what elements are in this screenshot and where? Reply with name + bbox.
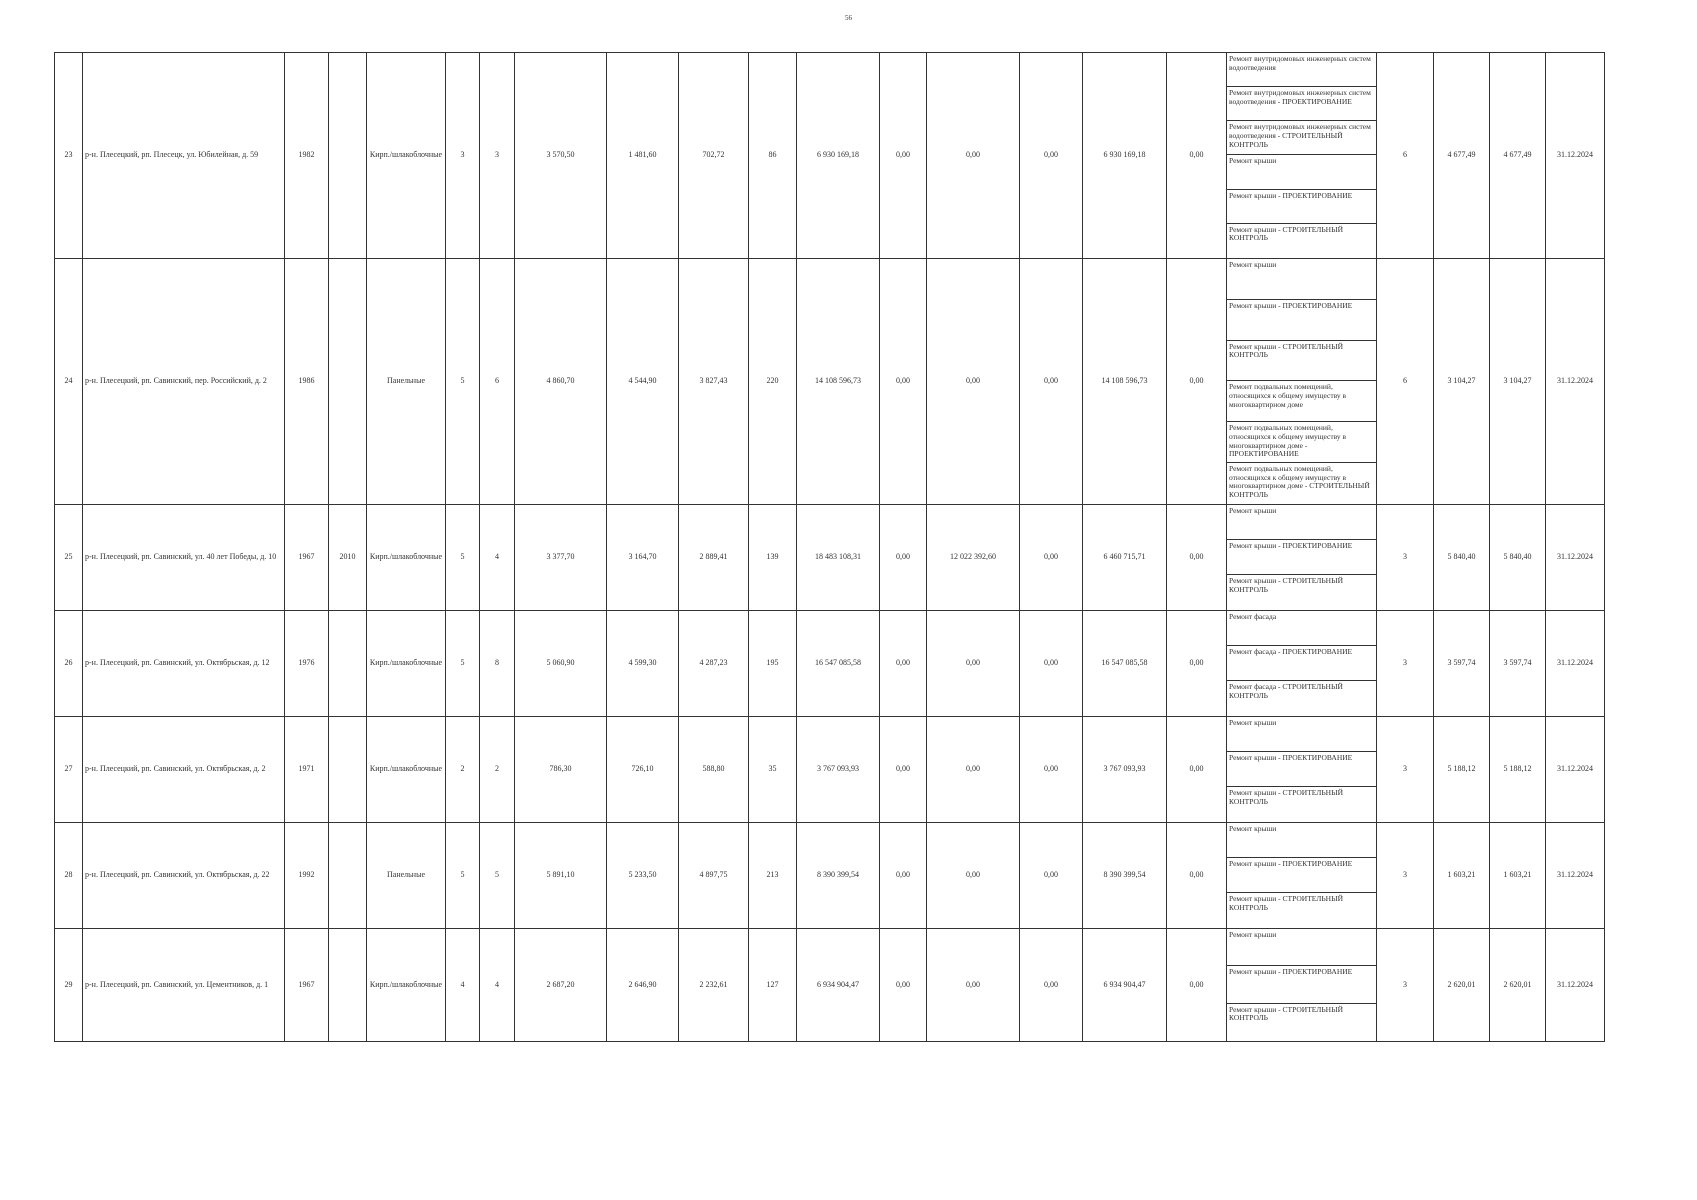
residents-cell: 213 <box>749 822 797 928</box>
local-budget-cost-cell: 0,00 <box>1020 610 1083 716</box>
entrances-cell: 3 <box>480 53 515 259</box>
residents-cell: 127 <box>749 928 797 1041</box>
work-item: Ремонт фасада - СТРОИТЕЛЬНЫЙ КОНТРОЛЬ <box>1229 681 1343 700</box>
floors-cell: 4 <box>446 928 480 1041</box>
residential-area-cell: 4 287,23 <box>679 610 749 716</box>
work-item: Ремонт крыши - ПРОЕКТИРОВАНИЕ <box>1227 300 1376 341</box>
address-cell: р-н. Плесецкий, рп. Савинский, ул. Октябрьская, д. 22 <box>83 822 285 928</box>
budget-cost-cell: 12 022 392,60 <box>927 504 1020 610</box>
unit-cost-cell: 2 620,01 <box>1434 928 1490 1041</box>
owners-cost-cell: 6 930 169,18 <box>1083 53 1167 259</box>
year-built-cell: 1967 <box>285 504 329 610</box>
local-budget-cost-cell: 0,00 <box>1020 53 1083 259</box>
living-area-cell: 726,10 <box>607 716 679 822</box>
work-item: Ремонт крыши - ПРОЕКТИРОВАНИЕ <box>1227 966 1376 1003</box>
deadline-cell: 31.12.2024 <box>1546 258 1605 504</box>
work-item: Ремонт крыши - СТРОИТЕЛЬНЫЙ КОНТРОЛЬ <box>1229 1004 1344 1023</box>
living-area-cell: 5 233,50 <box>607 822 679 928</box>
living-area-cell: 4 544,90 <box>607 258 679 504</box>
table-row <box>55 716 1605 822</box>
work-item: Ремонт крыши <box>1227 929 1376 966</box>
address-cell: р-н. Плесецкий, рп. Савинский, ул. Октябрьская, д. 2 <box>83 716 285 822</box>
year-renovation-cell <box>329 822 367 928</box>
row-number: 29 <box>55 928 83 1041</box>
works-cell <box>1227 258 1377 504</box>
works-cell <box>1227 610 1377 716</box>
local-budget-cost-cell: 0,00 <box>1020 822 1083 928</box>
works-cell <box>1227 53 1377 259</box>
year-renovation-cell <box>329 53 367 259</box>
residential-area-cell: 588,80 <box>679 716 749 822</box>
budget-cost-cell: 0,00 <box>927 258 1020 504</box>
other-cost-cell: 0,00 <box>1167 610 1227 716</box>
work-item: Ремонт крыши - ПРОЕКТИРОВАНИЕ <box>1227 540 1376 575</box>
floors-cell: 5 <box>446 822 480 928</box>
residential-area-cell: 2 232,61 <box>679 928 749 1041</box>
budget-cost-cell: 0,00 <box>927 716 1020 822</box>
row-number: 27 <box>55 716 83 822</box>
budget-cost-cell: 0,00 <box>927 610 1020 716</box>
work-item: Ремонт фасада - ПРОЕКТИРОВАНИЕ <box>1227 646 1376 681</box>
year-renovation-cell <box>329 610 367 716</box>
floors-cell: 5 <box>446 258 480 504</box>
works-cell <box>1227 928 1377 1041</box>
work-item: Ремонт крыши <box>1227 259 1376 300</box>
work-item: Ремонт крыши - ПРОЕКТИРОВАНИЕ <box>1227 858 1376 893</box>
fund-cost-cell: 0,00 <box>880 504 927 610</box>
floors-cell: 5 <box>446 504 480 610</box>
work-item: Ремонт крыши - СТРОИТЕЛЬНЫЙ КОНТРОЛЬ <box>1229 893 1344 912</box>
year-renovation-cell <box>329 716 367 822</box>
work-item: Ремонт крыши <box>1227 155 1376 189</box>
works-count-cell: 3 <box>1377 504 1434 610</box>
residential-area-cell: 702,72 <box>679 53 749 259</box>
wall-material-cell: Панельные <box>367 258 446 504</box>
work-item: Ремонт крыши - ПРОЕКТИРОВАНИЕ <box>1227 752 1376 787</box>
capital-repair-table <box>54 52 1605 1042</box>
entrances-cell: 4 <box>480 928 515 1041</box>
unit-limit-cell: 3 104,27 <box>1490 258 1546 504</box>
other-cost-cell: 0,00 <box>1167 258 1227 504</box>
address-cell: р-н. Плесецкий, рп. Савинский, ул. Октябрьская, д. 12 <box>83 610 285 716</box>
deadline-cell: 31.12.2024 <box>1546 716 1605 822</box>
work-item: Ремонт крыши <box>1227 717 1376 752</box>
unit-limit-cell: 3 597,74 <box>1490 610 1546 716</box>
wall-material-cell: Кирп./шлакоблочные <box>367 504 446 610</box>
table-row <box>55 53 1605 259</box>
address-cell: р-н. Плесецкий, рп. Савинский, пер. Российский, д. 2 <box>83 258 285 504</box>
residential-area-cell: 3 827,43 <box>679 258 749 504</box>
year-renovation-cell <box>329 928 367 1041</box>
year-built-cell: 1967 <box>285 928 329 1041</box>
table-row <box>55 928 1605 1041</box>
owners-cost-cell: 16 547 085,58 <box>1083 610 1167 716</box>
unit-cost-cell: 4 677,49 <box>1434 53 1490 259</box>
owners-cost-cell: 6 460 715,71 <box>1083 504 1167 610</box>
total-cost-cell: 14 108 596,73 <box>797 258 880 504</box>
living-area-cell: 4 599,30 <box>607 610 679 716</box>
owners-cost-cell: 14 108 596,73 <box>1083 258 1167 504</box>
work-item: Ремонт крыши <box>1227 823 1376 858</box>
row-number: 23 <box>55 53 83 259</box>
other-cost-cell: 0,00 <box>1167 822 1227 928</box>
owners-cost-cell: 8 390 399,54 <box>1083 822 1167 928</box>
table-row <box>55 504 1605 610</box>
residential-area-cell: 4 897,75 <box>679 822 749 928</box>
work-item: Ремонт внутридомовых инженерных систем водоотведения - ПРОЕКТИРОВАНИЕ <box>1227 87 1376 121</box>
work-item: Ремонт крыши - СТРОИТЕЛЬНЫЙ КОНТРОЛЬ <box>1229 575 1344 594</box>
table-row <box>55 822 1605 928</box>
residents-cell: 86 <box>749 53 797 259</box>
total-cost-cell: 16 547 085,58 <box>797 610 880 716</box>
budget-cost-cell: 0,00 <box>927 928 1020 1041</box>
residents-cell: 195 <box>749 610 797 716</box>
floors-cell: 5 <box>446 610 480 716</box>
row-number: 24 <box>55 258 83 504</box>
total-cost-cell: 8 390 399,54 <box>797 822 880 928</box>
unit-cost-cell: 5 188,12 <box>1434 716 1490 822</box>
work-item: Ремонт крыши - СТРОИТЕЛЬНЫЙ КОНТРОЛЬ <box>1229 787 1344 806</box>
works-cell <box>1227 716 1377 822</box>
wall-material-cell: Кирп./шлакоблочные <box>367 928 446 1041</box>
year-built-cell: 1976 <box>285 610 329 716</box>
other-cost-cell: 0,00 <box>1167 928 1227 1041</box>
work-item: Ремонт фасада <box>1227 611 1376 646</box>
local-budget-cost-cell: 0,00 <box>1020 258 1083 504</box>
unit-cost-cell: 3 104,27 <box>1434 258 1490 504</box>
total-cost-cell: 6 930 169,18 <box>797 53 880 259</box>
local-budget-cost-cell: 0,00 <box>1020 504 1083 610</box>
total-area-cell: 5 060,90 <box>515 610 607 716</box>
year-renovation-cell: 2010 <box>329 504 367 610</box>
living-area-cell: 3 164,70 <box>607 504 679 610</box>
works-count-cell: 3 <box>1377 716 1434 822</box>
owners-cost-cell: 3 767 093,93 <box>1083 716 1167 822</box>
living-area-cell: 2 646,90 <box>607 928 679 1041</box>
page-number: 56 <box>845 14 852 22</box>
residents-cell: 35 <box>749 716 797 822</box>
fund-cost-cell: 0,00 <box>880 53 927 259</box>
table-row <box>55 258 1605 504</box>
work-item: Ремонт внутридомовых инженерных систем водоотведения <box>1227 53 1376 87</box>
works-count-cell: 6 <box>1377 53 1434 259</box>
deadline-cell: 31.12.2024 <box>1546 53 1605 259</box>
work-item: Ремонт подвальных помещений, относящихся к общему имуществу в многоквартирном доме - СТРОИТЕЛЬНЫЙ КОНТРОЛЬ <box>1229 464 1370 499</box>
residents-cell: 139 <box>749 504 797 610</box>
total-area-cell: 786,30 <box>515 716 607 822</box>
local-budget-cost-cell: 0,00 <box>1020 716 1083 822</box>
fund-cost-cell: 0,00 <box>880 928 927 1041</box>
work-item: Ремонт внутридомовых инженерных систем водоотведения - СТРОИТЕЛЬНЫЙ КОНТРОЛЬ <box>1227 121 1376 155</box>
entrances-cell: 4 <box>480 504 515 610</box>
total-cost-cell: 6 934 904,47 <box>797 928 880 1041</box>
unit-cost-cell: 3 597,74 <box>1434 610 1490 716</box>
wall-material-cell: Панельные <box>367 822 446 928</box>
fund-cost-cell: 0,00 <box>880 610 927 716</box>
total-area-cell: 3 377,70 <box>515 504 607 610</box>
entrances-cell: 5 <box>480 822 515 928</box>
residential-area-cell: 2 889,41 <box>679 504 749 610</box>
address-cell: р-н. Плесецкий, рп. Плесецк, ул. Юбилейная, д. 59 <box>83 53 285 259</box>
works-count-cell: 3 <box>1377 928 1434 1041</box>
other-cost-cell: 0,00 <box>1167 716 1227 822</box>
row-number: 25 <box>55 504 83 610</box>
table-row <box>55 610 1605 716</box>
deadline-cell: 31.12.2024 <box>1546 928 1605 1041</box>
year-renovation-cell <box>329 258 367 504</box>
row-number: 28 <box>55 822 83 928</box>
entrances-cell: 2 <box>480 716 515 822</box>
work-item: Ремонт подвальных помещений, относящихся к общему имуществу в многоквартирном доме - ПРОЕКТИРОВАНИЕ <box>1227 422 1376 463</box>
owners-cost-cell: 6 934 904,47 <box>1083 928 1167 1041</box>
living-area-cell: 1 481,60 <box>607 53 679 259</box>
wall-material-cell: Кирп./шлакоблочные <box>367 716 446 822</box>
budget-cost-cell: 0,00 <box>927 822 1020 928</box>
work-item: Ремонт подвальных помещений, относящихся к общему имуществу в многоквартирном доме <box>1227 381 1376 422</box>
total-area-cell: 4 860,70 <box>515 258 607 504</box>
year-built-cell: 1992 <box>285 822 329 928</box>
deadline-cell: 31.12.2024 <box>1546 610 1605 716</box>
total-area-cell: 5 891,10 <box>515 822 607 928</box>
fund-cost-cell: 0,00 <box>880 822 927 928</box>
fund-cost-cell: 0,00 <box>880 258 927 504</box>
budget-cost-cell: 0,00 <box>927 53 1020 259</box>
work-item: Ремонт крыши - СТРОИТЕЛЬНЫЙ КОНТРОЛЬ <box>1229 224 1344 243</box>
unit-limit-cell: 2 620,01 <box>1490 928 1546 1041</box>
works-cell <box>1227 504 1377 610</box>
address-cell: р-н. Плесецкий, рп. Савинский, ул. Цементников, д. 1 <box>83 928 285 1041</box>
other-cost-cell: 0,00 <box>1167 504 1227 610</box>
total-area-cell: 2 687,20 <box>515 928 607 1041</box>
work-item: Ремонт крыши - СТРОИТЕЛЬНЫЙ КОНТРОЛЬ <box>1227 341 1376 382</box>
entrances-cell: 6 <box>480 258 515 504</box>
unit-limit-cell: 5 188,12 <box>1490 716 1546 822</box>
work-item: Ремонт крыши <box>1227 505 1376 540</box>
wall-material-cell: Кирп./шлакоблочные <box>367 53 446 259</box>
floors-cell: 2 <box>446 716 480 822</box>
work-item: Ремонт крыши - ПРОЕКТИРОВАНИЕ <box>1227 190 1376 224</box>
address-cell: р-н. Плесецкий, рп. Савинский, ул. 40 лет Победы, д. 10 <box>83 504 285 610</box>
works-count-cell: 3 <box>1377 822 1434 928</box>
fund-cost-cell: 0,00 <box>880 716 927 822</box>
unit-limit-cell: 1 603,21 <box>1490 822 1546 928</box>
year-built-cell: 1982 <box>285 53 329 259</box>
row-number: 26 <box>55 610 83 716</box>
works-count-cell: 3 <box>1377 610 1434 716</box>
year-built-cell: 1971 <box>285 716 329 822</box>
residents-cell: 220 <box>749 258 797 504</box>
deadline-cell: 31.12.2024 <box>1546 504 1605 610</box>
deadline-cell: 31.12.2024 <box>1546 822 1605 928</box>
total-cost-cell: 3 767 093,93 <box>797 716 880 822</box>
total-area-cell: 3 570,50 <box>515 53 607 259</box>
unit-cost-cell: 5 840,40 <box>1434 504 1490 610</box>
works-count-cell: 6 <box>1377 258 1434 504</box>
local-budget-cost-cell: 0,00 <box>1020 928 1083 1041</box>
total-cost-cell: 18 483 108,31 <box>797 504 880 610</box>
wall-material-cell: Кирп./шлакоблочные <box>367 610 446 716</box>
works-cell <box>1227 822 1377 928</box>
unit-limit-cell: 5 840,40 <box>1490 504 1546 610</box>
floors-cell: 3 <box>446 53 480 259</box>
entrances-cell: 8 <box>480 610 515 716</box>
unit-cost-cell: 1 603,21 <box>1434 822 1490 928</box>
year-built-cell: 1986 <box>285 258 329 504</box>
other-cost-cell: 0,00 <box>1167 53 1227 259</box>
unit-limit-cell: 4 677,49 <box>1490 53 1546 259</box>
